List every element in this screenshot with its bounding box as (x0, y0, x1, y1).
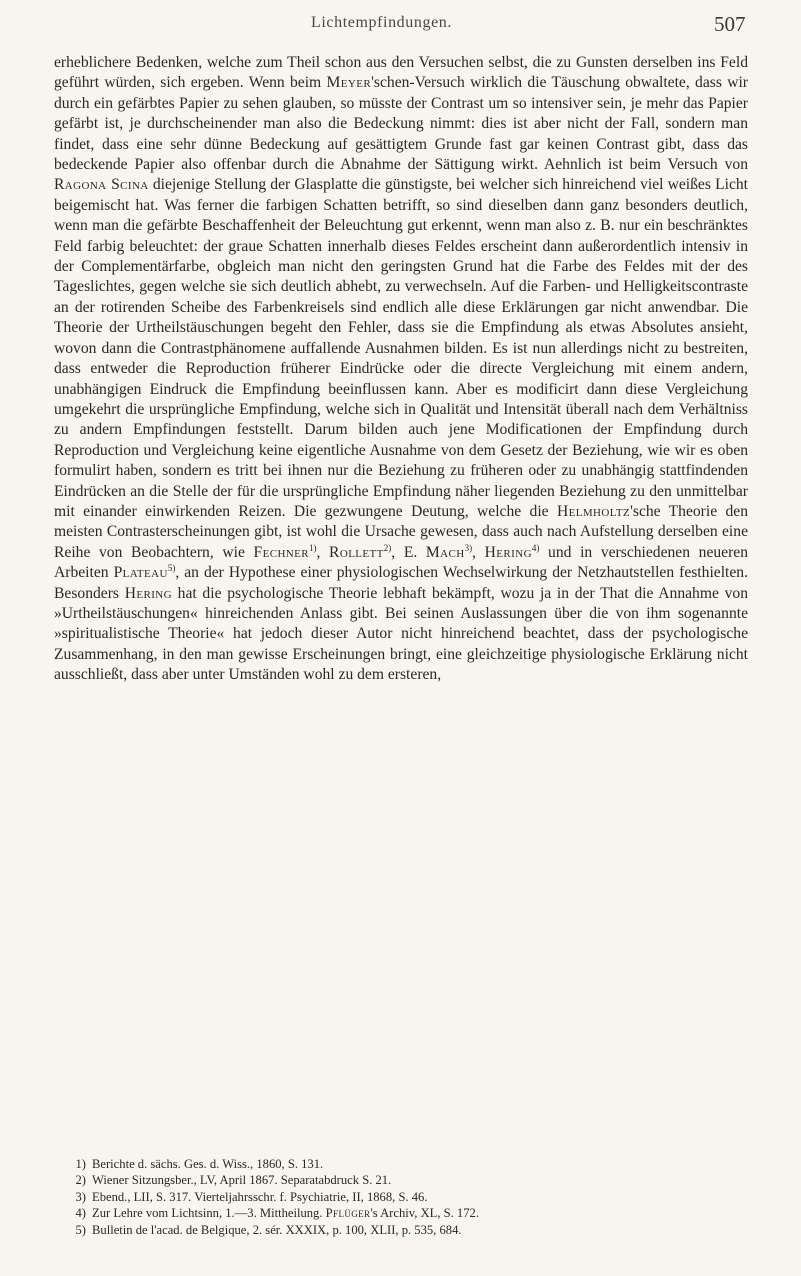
author-name: Fechner (253, 543, 309, 561)
footnote-number: 3) (75, 1189, 86, 1204)
author-name: Hering (124, 584, 172, 602)
text-segment: , an der Hypothese einer physiologischen Wechselwirkung der Netzhautstellen festhielten. Besonders (54, 564, 748, 602)
text-segment: 'sche Theorie den meisten Contrasterscheinungen gibt, ist wohl die Ursache gewesen, dass auch nach Aufstellung derselben eine Reihe von Beobachtern, wie (54, 502, 748, 561)
footnote (70, 1222, 750, 1238)
footnote-text: Ebend., LII, S. 317. Vierteljahrsschr. f. Psychiatrie, II, 1868, S. 46. (92, 1189, 428, 1204)
text-segment: erheblichere Bedenken, welche zum Theil schon aus den Versuchen selbst, die zu Gunsten derselben ins Feld geführt würden, sich ergeben. Wenn beim (54, 54, 748, 92)
footnote (70, 1189, 750, 1205)
footnotes (70, 1156, 750, 1238)
author-name: Meyer (326, 74, 372, 92)
footnote-number: 4) (75, 1206, 86, 1221)
footnote-text: Zur Lehre vom Lichtsinn, 1.—3. Mittheilung. (92, 1206, 326, 1221)
footnote-number: 5) (75, 1222, 86, 1237)
footnote (70, 1172, 750, 1188)
text-segment: , (472, 543, 485, 561)
footnote-ref: 5) (167, 562, 176, 573)
footnote-number: 2) (75, 1173, 86, 1188)
text-segment: diejenige Stellung der Glasplatte die günstigste, bei welcher sich hinreichend viel weißes Licht beigemischt hat. Was ferner die farbigen Schatten betrifft, so sind dieselben dann ganz besonders deutlich, wenn man die gefärbte Beschaffenheit der Beleuchtung gut erkennt, wenn man also z. B. nur ein beschränktes Feld farbig beleuchtet: der graue Schatten innerhalb dieses Feldes erscheint dann außerordentlich intensiv in der Complementärfarbe, obgleich man nicht den geringsten Grund hat die Farbe des Feldes mit der des Tageslichtes, gegen welche sie sich deutlich abhebt, zu verwechseln. Auf die Farben- und Helligkeitscontraste an der rotirenden Scheibe des Farbenkreisels sind endlich alle diese Erklärungen gar nicht anwendbar. Die Theorie der Urtheilstäuschungen begeht den Fehler, dass sie die Empfindung als etwas Absolutes ansieht, wovon dann die Contrastphänomene auffallende Ausnahmen bilden. Es ist nun allerdings nicht zu bestreiten, dass entweder die Reproduction früherer Eindrücke oder die directe Vergleichung mit einem andern, unabhängigen Eindruck die Empfindung beeinflussen kann. Aber es modificirt dann diese Vergleichung umgekehrt die ursprüngliche Empfindung, welche sich in Qualität und Intensität überall nach dem Verhältniss zu andern Empfindungen feststellt. Darum bilden auch jene Modificationen der Empfindung durch Reproduction und Vergleichung keine eigentliche Ausnahme von dem Gesetz der Beziehung, wie wir es oben formulirt haben, sondern es tritt bei ihnen nur die Beziehung zu früheren oder zu unabhängig stattfindenden Eindrücken an die Stelle der für die ursprüngliche Empfindung näher liegenden Beziehung zu den unmittelbar mit einander einwirkenden Reizen. Die gezwungene Deutung, welche die (54, 176, 748, 520)
author-name: Helmholtz (556, 502, 631, 520)
author-name: Ragona Scina (54, 176, 149, 194)
main-text (54, 53, 748, 686)
text-segment: 'schen-Versuch wirklich die Täuschung obwaltete, dass wir durch ein gefärbtes Papier zu sehen glauben, so müsste der Contrast um so intensiver sein, je mehr das Papier gefärbt ist, je durchscheinender man also die Bedeckung nimmt: dies ist aber nicht der Fall, sondern man findet, dass eine sehr dünne Bedeckung auf gesättigtem Grunde fast gar keinen Contrast gibt, dass das bedeckende Papier also offenbar durch die Abnahme der Sättigung wirkt. Aehnlich ist beim Versuch von (54, 74, 748, 174)
author-name: Rollett (329, 543, 384, 561)
footnote-text: Berichte d. sächs. Ges. d. Wiss., 1860, S. 131. (92, 1157, 324, 1171)
author-name: Mach (425, 543, 465, 561)
footnote-number: 1) (75, 1157, 86, 1171)
author-name: Pflüger (325, 1206, 371, 1221)
text-segment: , E. (391, 543, 426, 561)
footnote-text: Bulletin de l'acad. de Belgique, 2. sér. XXXIX, p. 100, XLII, p. 535, 684. (92, 1222, 462, 1237)
running-title: Lichtempfindungen. (311, 14, 452, 31)
footnote-ref: 1) (309, 542, 317, 553)
footnote-text: Wiener Sitzungsber., LV, April 1867. Separatabdruck S. 21. (92, 1173, 392, 1188)
text-segment: und in verschiedenen neueren Arbeiten (54, 543, 749, 582)
footnote-ref: 2) (383, 542, 392, 553)
paragraph (54, 53, 748, 686)
footnote-text: 's Archiv, XL, S. 172. (370, 1206, 479, 1221)
page-header (0, 14, 801, 40)
footnote-ref: 3) (464, 542, 473, 553)
text-segment: hat die psychologische Theorie lebhaft bekämpft, wozu ja in der That die Annahme von »Urtheilstäuschungen« hinreichenden Anlass gibt. Bei seinen Auslassungen über die von ihm sogenannte »spiritualistische Theorie« hat jedoch dieser Autor nicht hinreichend beachtet, dass der psychologische Zusammenhang, in den man gewisse Erscheinungen bringt, eine gleichzeitige physiologische Erklärung nicht ausschließt, dass aber unter Umständen wohl zu dem ersteren, (54, 584, 748, 684)
page-number: 507 (714, 12, 746, 36)
footnote (70, 1156, 750, 1172)
author-name: Hering (484, 543, 532, 561)
text-segment: , (316, 543, 330, 561)
footnote (70, 1205, 750, 1221)
footnote-ref: 4) (531, 542, 540, 553)
author-name: Plateau (113, 564, 168, 582)
